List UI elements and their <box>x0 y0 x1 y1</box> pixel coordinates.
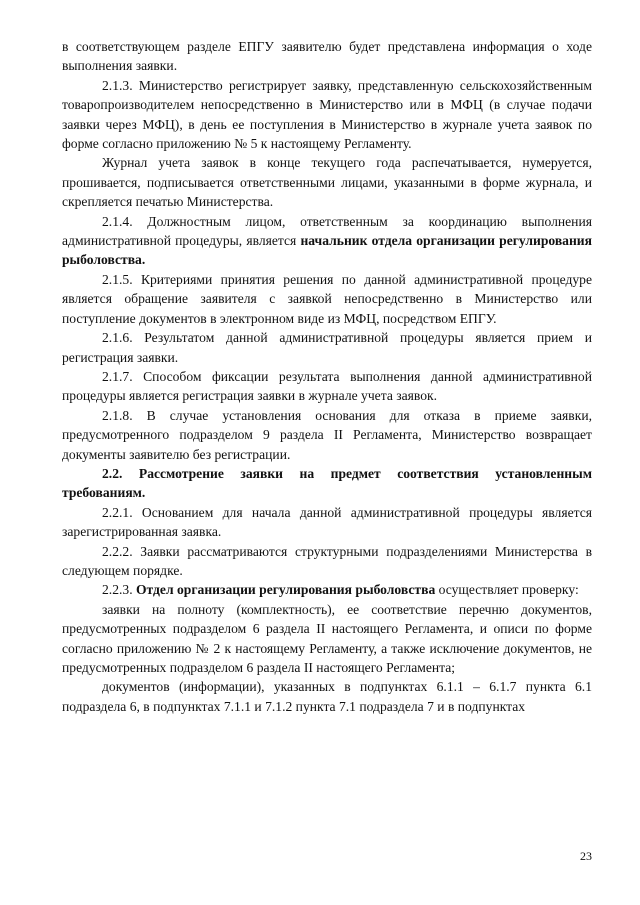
text-run: документов (информации), указанных в подпунктах 6.1.1 – 6.1.7 пункта 6.1 подраздела 6, в подпунктах 7.1.1 и 7.1.2 пункта 7.1 подраздела 7 и в подпунктах <box>62 679 592 714</box>
paragraph <box>62 542 592 581</box>
paragraph <box>62 328 592 367</box>
paragraph <box>62 503 592 542</box>
text-run: 2.2.3. <box>102 582 136 598</box>
paragraph <box>62 677 592 716</box>
text-run: 2.1.4. Должностным лицом, ответственным за координацию выполнения административной процедуры, является <box>62 213 592 249</box>
text-run: 2.1.5. Критериями принятия решения по данной административной процедуре является обращение заявителя с заявкой непосредственно в Министерство или поступление документов в электронном виде из МФЦ, посредством ЕПГУ. <box>62 271 592 326</box>
text-run: 2.1.3. Министерство регистрирует заявку, представленную сельскохозяйственным товаропроизводителем непосредственно в Министерство или в МФЦ (в случае подачи заявки через МФЦ), в день ее поступления в Министерство в журнале учета заявок по форме согласно приложению № 5 к настоящему Регламенту. <box>62 77 592 152</box>
paragraph <box>62 37 592 76</box>
paragraph <box>62 153 592 211</box>
text-run: Журнал учета заявок в конце текущего года распечатывается, нумеруется, прошивается, подписывается ответственными лицами, указанными в форме журнала, и скрепляется печатью Министерства. <box>62 155 592 210</box>
text-run: в соответствующем разделе ЕПГУ заявителю будет представлена информация о ходе выполнения заявки. <box>62 39 592 74</box>
text-run: 2.1.8. В случае установления основания для отказа в приеме заявки, предусмотренного подразделом 9 раздела II Регламента, Министерство возвращает документы заявителю без регистрации. <box>62 407 592 462</box>
text-run: заявки на полноту (комплектность), ее соответствие перечню документов, предусмотренных подразделом 6 раздела II настоящего Регламента, и описи по форме согласно приложению № 2 к настоящему Регламенту, а также исключение документов, не предусмотренных подразделом 6 раздела II настоящего Регламента; <box>62 601 592 675</box>
page-number: 23 <box>580 849 592 863</box>
text-run: осуществляет проверку: <box>435 582 579 598</box>
paragraph <box>62 270 592 328</box>
bold-text: 2.2. Рассмотрение заявки на предмет соответствия установленным требованиям. <box>62 465 592 501</box>
paragraph <box>62 580 592 599</box>
paragraph <box>62 212 592 270</box>
paragraph <box>62 406 592 464</box>
paragraph <box>62 600 592 678</box>
text-run: 2.2.1. Основанием для начала данной административной процедуры является зарегистрированная заявка. <box>62 504 592 540</box>
text-run: 2.1.6. Результатом данной административной процедуры является прием и регистрация заявки. <box>62 330 592 365</box>
bold-text: начальник отдела организации регулирования рыболовства. <box>62 233 592 268</box>
text-run: 2.2.2. Заявки рассматриваются структурными подразделениями Министерства в следующем порядке. <box>62 543 592 578</box>
paragraph <box>62 76 592 154</box>
paragraph <box>62 464 592 503</box>
paragraph <box>62 367 592 406</box>
document-body <box>62 37 592 716</box>
text-run: 2.1.7. Способом фиксации результата выполнения данной административной процедуры является регистрация заявки в журнале учета заявок. <box>62 368 592 404</box>
bold-text: Отдел организации регулирования рыболовства <box>135 582 436 598</box>
